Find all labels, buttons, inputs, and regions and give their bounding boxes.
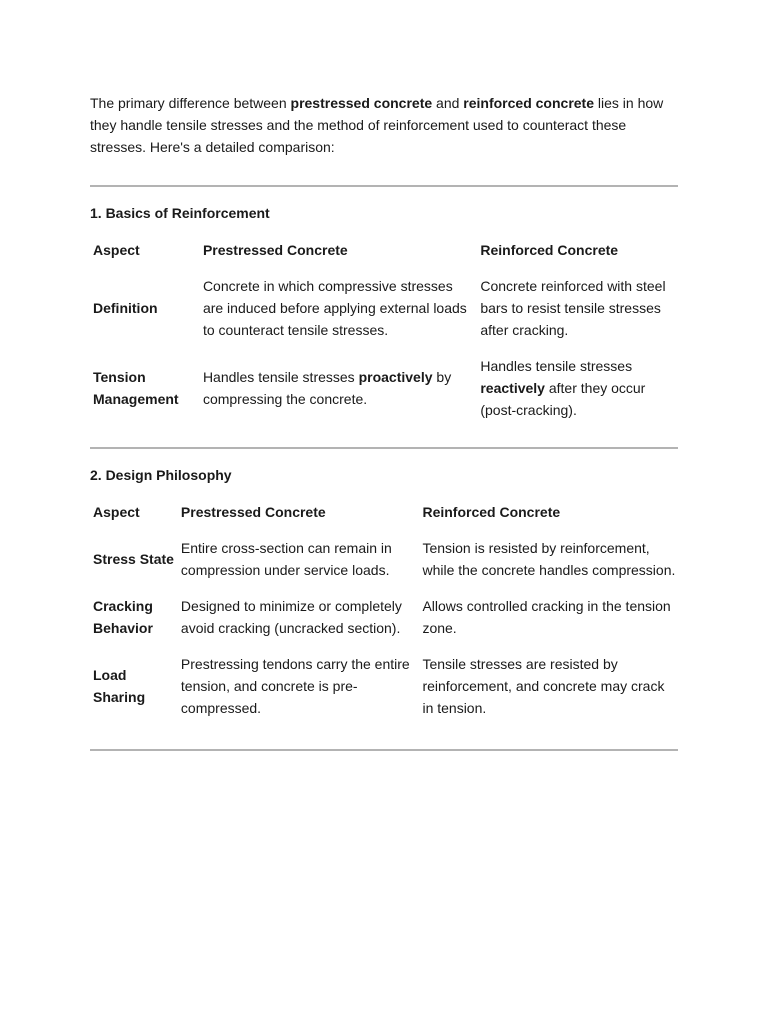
prestressed-cell: Entire cross-section can remain in compression under service loads.: [180, 540, 392, 578]
table-row: [91, 653, 678, 733]
cell-text: Handles tensile stresses: [202, 369, 359, 385]
aspect-cell: Definition: [93, 300, 158, 316]
prestressed-cell: Designed to minimize or completely avoid cracking (uncracked section).: [180, 598, 402, 636]
document-body: [90, 92, 678, 751]
reinforced-cell: Allows controlled cracking in the tension zone.: [422, 598, 671, 636]
aspect-cell: Cracking Behavior: [93, 598, 153, 636]
intro-paragraph: [90, 92, 678, 158]
cell-emphasis: proactively: [358, 369, 433, 385]
section-heading-design: 2. Design Philosophy: [90, 467, 232, 483]
section-divider: [90, 447, 678, 449]
table-row: [91, 275, 678, 355]
table-row: [91, 355, 678, 435]
table-header-row: [91, 239, 678, 275]
column-header-prestressed: Prestressed Concrete: [180, 504, 326, 520]
section-divider: [90, 749, 678, 751]
section-heading-basics: 1. Basics of Reinforcement: [90, 205, 270, 221]
prestressed-cell: Concrete in which compressive stresses are induced before applying external loads to counteract tensile stresses.: [202, 278, 467, 338]
column-header-aspect: Aspect: [93, 504, 140, 520]
cell-text: by compressing the concrete.: [202, 369, 452, 407]
aspect-cell: Load Sharing: [93, 667, 146, 705]
intro-text-2: and: [432, 95, 464, 111]
table-row: [91, 595, 678, 653]
aspect-cell: Tension Management: [93, 369, 179, 407]
column-header-prestressed: Prestressed Concrete: [202, 242, 348, 258]
reinforced-cell: Concrete reinforced with steel bars to resist tensile stresses after cracking.: [480, 278, 666, 338]
prestressed-cell: Prestressing tendons carry the entire tension, and concrete is pre-compressed.: [180, 656, 410, 716]
comparison-table-design: [91, 501, 678, 733]
intro-bold-reinforced: reinforced concrete: [463, 95, 595, 111]
cell-emphasis: reactively: [480, 380, 545, 396]
column-header-reinforced: Reinforced Concrete: [480, 242, 619, 258]
column-header-reinforced: Reinforced Concrete: [422, 504, 561, 520]
table-row: [91, 537, 678, 595]
cell-text: after they occur (post-cracking).: [480, 380, 646, 418]
reinforced-cell: [478, 355, 678, 435]
prestressed-cell: [201, 355, 478, 435]
aspect-cell: Stress State: [93, 551, 174, 567]
section-divider: [90, 185, 678, 187]
reinforced-cell: Tensile stresses are resisted by reinforcement, and concrete may crack in tension.: [422, 656, 665, 716]
reinforced-cell: Tension is resisted by reinforcement, while the concrete handles compression.: [422, 540, 676, 578]
table-header-row: [91, 501, 678, 537]
intro-bold-prestressed: prestressed concrete: [290, 95, 433, 111]
cell-text: Handles tensile stresses: [480, 358, 633, 374]
intro-text-3: lies in how they handle tensile stresses and the method of reinforcement used to counteract these stresses. Here's a detailed comparison:: [90, 95, 664, 155]
comparison-table-basics: [91, 239, 678, 435]
column-header-aspect: Aspect: [93, 242, 140, 258]
intro-text-1: The primary difference between: [90, 95, 291, 111]
